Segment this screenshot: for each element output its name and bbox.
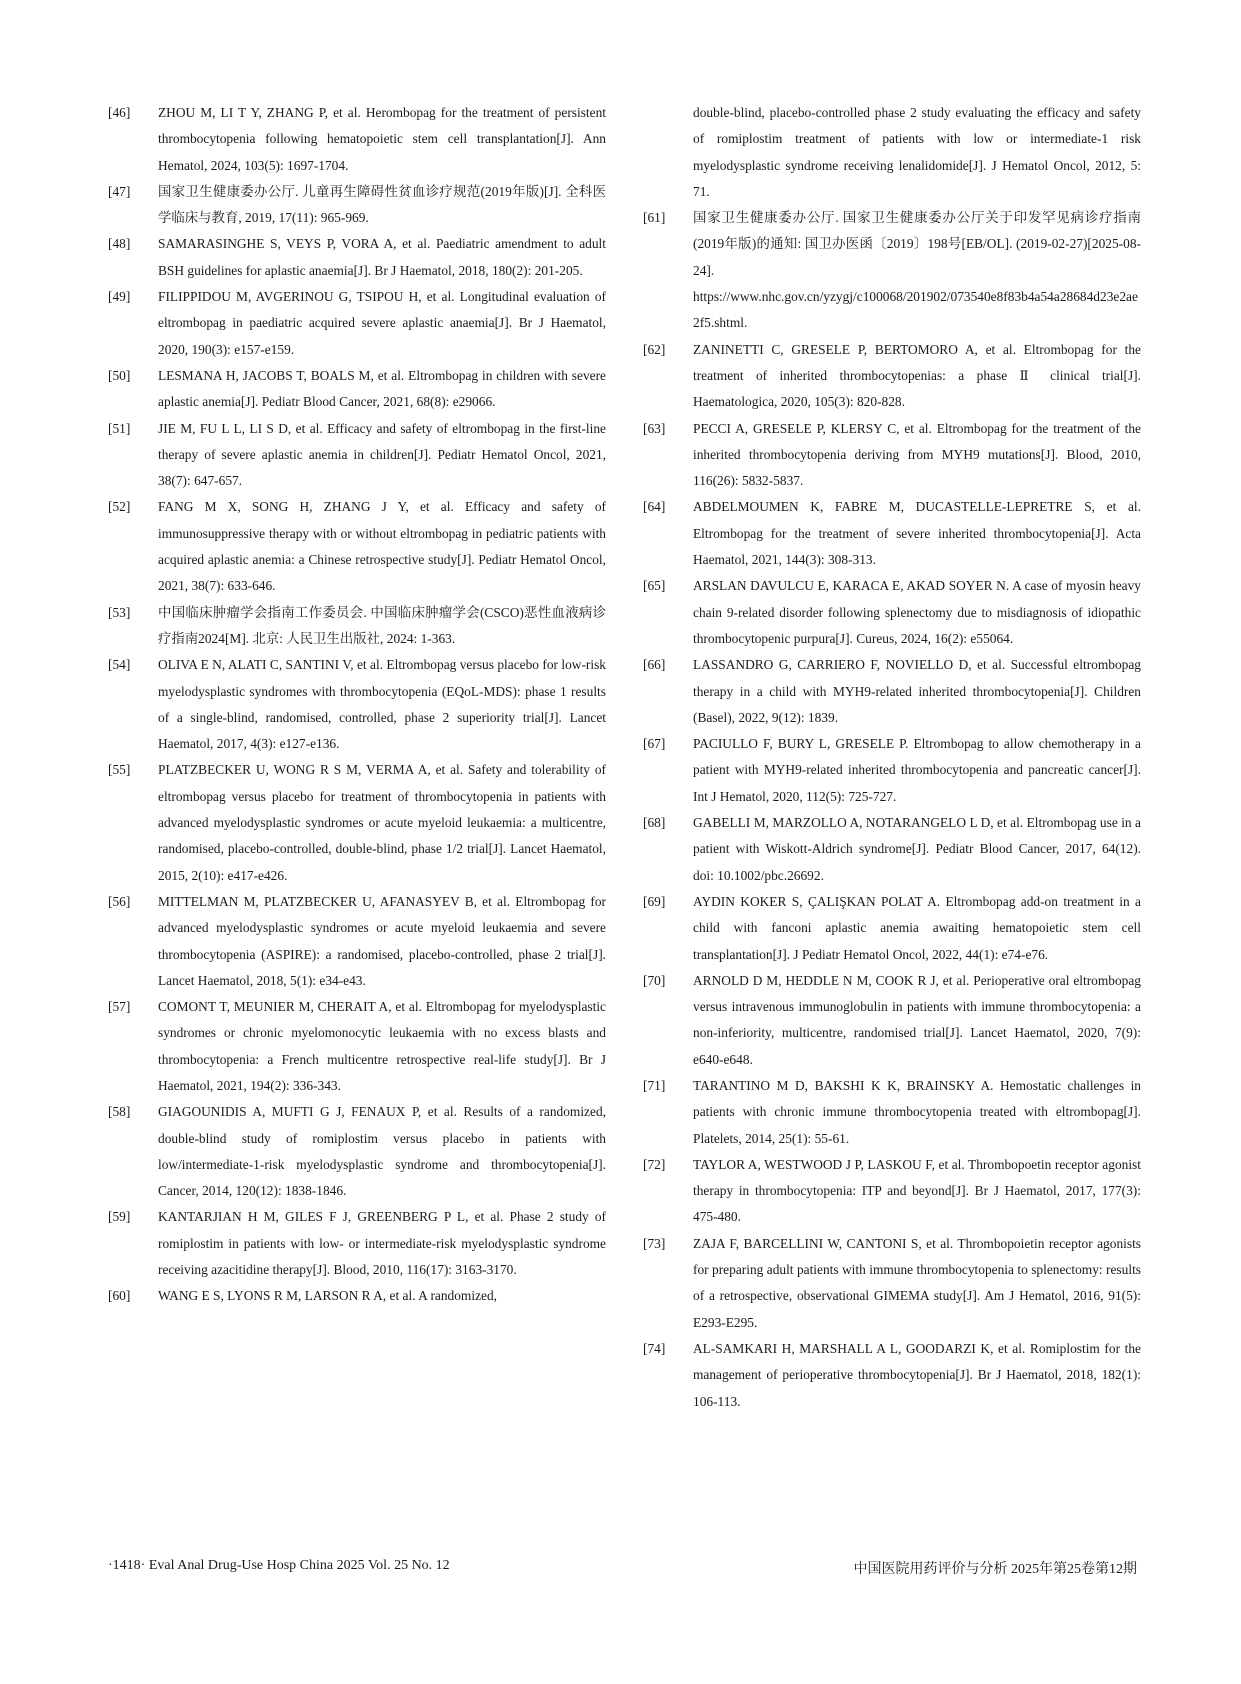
reference-item — [108, 1204, 606, 1283]
reference-text: PLATZBECKER U, WONG R S M, VERMA A, et al. Safety and tolerability of eltrombopag versus placebo for treatment of thrombocytopenia in patients with advanced myelodysplastic syndromes or acute myeloid leukaemia: a multicentre, randomised, placebo-controlled, double-blind, phase 1/2 trial[J]. Lancet Haematol, 2015, 2(10): e417-e426. — [158, 762, 606, 883]
reference-number: [67] — [643, 736, 666, 752]
references-left-column — [108, 100, 606, 1310]
reference-text: 国家卫生健康委办公厅. 国家卫生健康委办公厅关于印发罕见病诊疗指南(2019年版)的通知: 国卫办医函〔2019〕198号[EB/OL]. (2019-02-27)[2025-08-24]. https://www.nhc.gov.cn/yzygj/c100068/201902/073540e8f83b4a54a28684d23e2ae2f5.shtml. — [693, 210, 1141, 331]
reference-item — [108, 100, 606, 179]
reference-number: [68] — [643, 815, 666, 831]
reference-text: JIE M, FU L L, LI S D, et al. Efficacy and safety of eltrombopag in the first-line therapy of severe aplastic anemia in children[J]. Pediatr Hematol Oncol, 2021, 38(7): 647-657. — [158, 420, 606, 489]
reference-text: ABDELMOUMEN K, FABRE M, DUCASTELLE-LEPRETRE S, et al. Eltrombopag for the treatment of severe inherited thrombocytopenia[J]. Acta Haematol, 2021, 144(3): 308-313. — [693, 499, 1141, 568]
reference-item — [108, 1283, 606, 1309]
reference-text: ZANINETTI C, GRESELE P, BERTOMORO A, et al. Eltrombopag for the treatment of inherited thrombocytopenias: a phase Ⅱ clinical trial[J]. Haematologica, 2020, 105(3): 820-828. — [693, 341, 1141, 410]
reference-number: [48] — [108, 236, 131, 252]
reference-number: [56] — [108, 893, 131, 909]
reference-text: AL-SAMKARI H, MARSHALL A L, GOODARZI K, et al. Romiplostim for the management of perioperative thrombocytopenia[J]. Br J Haematol, 2018, 182(1): 106-113. — [693, 1340, 1141, 1409]
reference-item — [643, 337, 1141, 416]
reference-item — [643, 1231, 1141, 1336]
reference-number: [57] — [108, 999, 131, 1015]
reference-text: GABELLI M, MARZOLLO A, NOTARANGELO L D, et al. Eltrombopag use in a patient with Wiskott-Aldrich syndrome[J]. Pediatr Blood Cancer, 2017, 64(12). doi: 10.1002/pbc.26692. — [693, 815, 1141, 883]
reference-text: GIAGOUNIDIS A, MUFTI G J, FENAUX P, et al. Results of a randomized, double-blind study of romiplostim versus placebo in patients with low/intermediate-1-risk myelodysplastic syndrome and thrombocytopenia[J]. Cancer, 2014, 120(12): 1838-1846. — [158, 1104, 606, 1199]
reference-text: KANTARJIAN H M, GILES F J, GREENBERG P L, et al. Phase 2 study of romiplostim in patients with low- or intermediate-risk myelodysplastic syndrome receiving azacitidine therapy[J]. Blood, 2010, 116(17): 3163-3170. — [158, 1209, 606, 1278]
reference-item — [643, 1152, 1141, 1231]
reference-number: [74] — [643, 1340, 666, 1356]
reference-item — [643, 731, 1141, 810]
reference-item — [108, 179, 606, 232]
reference-number: [51] — [108, 420, 131, 436]
reference-number: [60] — [108, 1288, 131, 1304]
reference-item — [108, 1099, 606, 1204]
reference-item — [643, 573, 1141, 652]
reference-item — [108, 284, 606, 363]
reference-number: [50] — [108, 367, 131, 383]
reference-number: [61] — [643, 210, 666, 226]
reference-text: 国家卫生健康委办公厅. 儿童再生障碍性贫血诊疗规范(2019年版)[J]. 全科医学临床与教育, 2019, 17(11): 965-969. — [158, 183, 606, 226]
reference-number: [58] — [108, 1104, 131, 1120]
reference-item — [108, 494, 606, 599]
reference-number: [62] — [643, 341, 666, 357]
reference-item — [643, 416, 1141, 495]
reference-item — [643, 205, 1141, 336]
reference-item — [108, 416, 606, 495]
reference-text: ZHOU M, LI T Y, ZHANG P, et al. Herombopag for the treatment of persistent thrombocytopenia following hematopoietic stem cell transplantation[J]. Ann Hematol, 2024, 103(5): 1697-1704. — [158, 105, 606, 173]
reference-item — [108, 652, 606, 757]
reference-number: [54] — [108, 657, 131, 673]
reference-number: [46] — [108, 105, 131, 120]
reference-text: MITTELMAN M, PLATZBECKER U, AFANASYEV B, et al. Eltrombopag for advanced myelodysplastic syndromes or acute myeloid leukaemia and severe thrombocytopenia (ASPIRE): a randomised, placebo-controlled, phase 2 trial[J]. Lancet Haematol, 2018, 5(1): e34-e43. — [158, 893, 606, 988]
reference-item — [108, 994, 606, 1099]
reference-number: [71] — [643, 1077, 666, 1093]
reference-item — [108, 231, 606, 284]
reference-item — [643, 968, 1141, 1073]
reference-text: 中国临床肿瘤学会指南工作委员会. 中国临床肿瘤学会(CSCO)恶性血液病诊疗指南2024[M]. 北京: 人民卫生出版社, 2024: 1-363. — [158, 604, 606, 646]
reference-text: ZAJA F, BARCELLINI W, CANTONI S, et al. Thrombopoietin receptor agonists for preparing adult patients with immune thrombocytopenia to splenectomy: results of a retrospective, observational GIMEMA study[J]. Am J Hematol, 2016, 91(5): E293-E295. — [693, 1235, 1141, 1330]
reference-number: [72] — [643, 1156, 666, 1172]
reference-item — [108, 757, 606, 888]
reference-number: [70] — [643, 972, 666, 988]
reference-number: [64] — [643, 499, 666, 515]
reference-number: [52] — [108, 499, 131, 515]
reference-text: LESMANA H, JACOBS T, BOALS M, et al. Eltrombopag in children with severe aplastic anemia[J]. Pediatr Blood Cancer, 2021, 68(8): e29066. — [158, 367, 606, 410]
reference-text: FANG M X, SONG H, ZHANG J Y, et al. Efficacy and safety of immunosuppressive therapy with or without eltrombopag in pediatric patients with acquired aplastic anemia: a Chinese retrospective study[J]. Pediatr Hematol Oncol, 2021, 38(7): 633-646. — [158, 499, 606, 594]
reference-text: ARNOLD D M, HEDDLE N M, COOK R J, et al. Perioperative oral eltrombopag versus intravenous immunoglobulin in patients with immune thrombocytopenia: a non-inferiority, multicentre, randomised trial[J]. Lancet Haematol, 2020, 7(9): e640-e648. — [693, 972, 1141, 1067]
reference-item — [643, 494, 1141, 573]
reference-number: [63] — [643, 420, 666, 436]
reference-text: PACIULLO F, BURY L, GRESELE P. Eltrombopag to allow chemotherapy in a patient with MYH9-related inherited thrombocytopenia and pancreatic cancer[J]. Int J Hematol, 2020, 112(5): 725-727. — [693, 736, 1141, 804]
reference-text: SAMARASINGHE S, VEYS P, VORA A, et al. Paediatric amendment to adult BSH guidelines for aplastic anaemia[J]. Br J Haematol, 2018, 180(2): 201-205. — [158, 236, 606, 278]
reference-item — [108, 889, 606, 994]
references-right-column — [643, 100, 1141, 1415]
reference-item — [108, 363, 606, 416]
reference-number: [65] — [643, 578, 666, 594]
reference-number: [47] — [108, 183, 131, 199]
reference-number: [53] — [108, 604, 131, 620]
reference-item — [643, 1073, 1141, 1152]
reference-number: [59] — [108, 1209, 131, 1225]
reference-number: [73] — [643, 1235, 666, 1251]
reference-text: TAYLOR A, WESTWOOD J P, LASKOU F, et al. Thrombopoetin receptor agonist therapy in thrombocytopenia: ITP and beyond[J]. Br J Haematol, 2017, 177(3): 475-480. — [693, 1156, 1141, 1225]
reference-item — [643, 810, 1141, 889]
reference-number: [55] — [108, 762, 131, 778]
footer-journal-issue: 中国医院用药评价与分析 2025年第25卷第12期 — [853, 1562, 1137, 1577]
reference-item — [643, 652, 1141, 731]
reference-text: TARANTINO M D, BAKSHI K K, BRAINSKY A. Hemostatic challenges in patients with chronic immune thrombocytopenia treated with eltrombopag[J]. Platelets, 2014, 25(1): 55-61. — [693, 1077, 1141, 1146]
reference-number: [49] — [108, 289, 131, 305]
reference-text: ARSLAN DAVULCU E, KARACA E, AKAD SOYER N. A case of myosin heavy chain 9-related disorder following splenectomy due to misdiagnosis of idiopathic thrombocytopenic purpura[J]. Cureus, 2024, 16(2): e55064. — [693, 578, 1141, 646]
reference-item — [643, 1336, 1141, 1415]
reference-continuation: double-blind, placebo-controlled phase 2 study evaluating the efficacy and safety of romiplostim treatment of patients with low or intermediate-1 risk myelodysplastic syndrome receiving lenalidomide[J]. J Hematol Oncol, 2012, 5: 71. — [693, 105, 1141, 199]
footer-page-citation: ·1418· Eval Anal Drug-Use Hosp China 2025 Vol. 25 No. 12 — [108, 1558, 450, 1573]
reference-number: [66] — [643, 657, 666, 673]
reference-text: PECCI A, GRESELE P, KLERSY C, et al. Eltrombopag for the treatment of the inherited thrombocytopenia deriving from MYH9 mutations[J]. Blood, 2010, 116(26): 5832-5837. — [693, 420, 1141, 489]
reference-text: FILIPPIDOU M, AVGERINOU G, TSIPOU H, et al. Longitudinal evaluation of eltrombopag in paediatric acquired severe aplastic anaemia[J]. Br J Haematol, 2020, 190(3): e157-e159. — [158, 289, 606, 357]
reference-text: COMONT T, MEUNIER M, CHERAIT A, et al. Eltrombopag for myelodysplastic syndromes or chronic myelomonocytic leukaemia with no excess blasts and thrombocytopenia: a French multicentre retrospective real-life study[J]. Br J Haematol, 2021, 194(2): 336-343. — [158, 999, 606, 1093]
reference-text: WANG E S, LYONS R M, LARSON R A, et al. A randomized, — [158, 1288, 497, 1304]
reference-text: OLIVA E N, ALATI C, SANTINI V, et al. Eltrombopag versus placebo for low-risk myelodysplastic syndromes with thrombocytopenia (EQoL-MDS): phase 1 results of a single-blind, randomised, controlled, phase 2 superiority trial[J]. Lancet Haematol, 2017, 4(3): e127-e136. — [158, 657, 606, 752]
reference-text: LASSANDRO G, CARRIERO F, NOVIELLO D, et al. Successful eltrombopag therapy in a child with MYH9-related inherited thrombocytopenia[J]. Children (Basel), 2022, 9(12): 1839. — [693, 657, 1141, 725]
reference-item — [108, 600, 606, 653]
reference-text: AYDIN KOKER S, ÇALIŞKAN POLAT A. Eltrombopag add-on treatment in a child with fanconi aplastic anemia awaiting hematopoietic stem cell transplantation[J]. J Pediatr Hematol Oncol, 2022, 44(1): e74-e76. — [693, 893, 1141, 962]
reference-item — [643, 889, 1141, 968]
reference-number: [69] — [643, 893, 666, 909]
